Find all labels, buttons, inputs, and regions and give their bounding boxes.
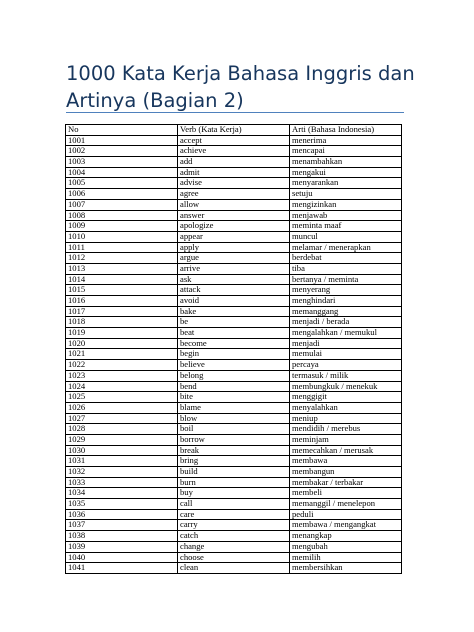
row-number: 1012 xyxy=(66,253,178,264)
row-number: 1022 xyxy=(66,360,178,371)
row-number: 1028 xyxy=(66,424,178,435)
table-row xyxy=(66,231,402,242)
table-row xyxy=(66,520,402,531)
meaning-cell: memanggil / menelepon xyxy=(290,499,402,510)
row-number: 1009 xyxy=(66,221,178,232)
row-number: 1029 xyxy=(66,434,178,445)
verb-cell: build xyxy=(178,467,290,478)
verb-cell: apologize xyxy=(178,221,290,232)
row-number: 1005 xyxy=(66,178,178,189)
meaning-cell: mengakui xyxy=(290,167,402,178)
meaning-cell: membeli xyxy=(290,488,402,499)
table-row xyxy=(66,381,402,392)
row-number: 1006 xyxy=(66,189,178,200)
row-number: 1018 xyxy=(66,317,178,328)
verb-cell: argue xyxy=(178,253,290,264)
verb-cell: believe xyxy=(178,360,290,371)
verb-cell: beat xyxy=(178,328,290,339)
table-row xyxy=(66,199,402,210)
header-no: No xyxy=(66,125,178,136)
verb-cell: belong xyxy=(178,370,290,381)
verb-cell: bend xyxy=(178,381,290,392)
row-number: 1026 xyxy=(66,402,178,413)
meaning-cell: membawa / mengangkat xyxy=(290,520,402,531)
meaning-cell: percaya xyxy=(290,360,402,371)
verb-table-header xyxy=(66,125,402,136)
meaning-cell: memanggang xyxy=(290,306,402,317)
verb-cell: begin xyxy=(178,349,290,360)
meaning-cell: muncul xyxy=(290,231,402,242)
header-verb: Verb (Kata Kerja) xyxy=(178,125,290,136)
meaning-cell: mendidih / merebus xyxy=(290,424,402,435)
table-row xyxy=(66,274,402,285)
title-underline xyxy=(66,112,404,113)
meaning-cell: menerima xyxy=(290,135,402,146)
row-number: 1041 xyxy=(66,563,178,574)
verb-cell: change xyxy=(178,541,290,552)
table-row xyxy=(66,338,402,349)
verb-cell: avoid xyxy=(178,296,290,307)
verb-cell: advise xyxy=(178,178,290,189)
row-number: 1036 xyxy=(66,509,178,520)
table-row xyxy=(66,402,402,413)
meaning-cell: bertanya / meminta xyxy=(290,274,402,285)
verb-cell: buy xyxy=(178,488,290,499)
row-number: 1034 xyxy=(66,488,178,499)
verb-cell: allow xyxy=(178,199,290,210)
row-number: 1037 xyxy=(66,520,178,531)
row-number: 1038 xyxy=(66,531,178,542)
table-row xyxy=(66,445,402,456)
row-number: 1014 xyxy=(66,274,178,285)
row-number: 1019 xyxy=(66,328,178,339)
verb-cell: blame xyxy=(178,402,290,413)
row-number: 1027 xyxy=(66,413,178,424)
verb-cell: bring xyxy=(178,456,290,467)
row-number: 1020 xyxy=(66,338,178,349)
row-number: 1030 xyxy=(66,445,178,456)
table-row xyxy=(66,167,402,178)
meaning-cell: tiba xyxy=(290,263,402,274)
verb-cell: clean xyxy=(178,563,290,574)
table-row xyxy=(66,434,402,445)
table-row xyxy=(66,189,402,200)
row-number: 1013 xyxy=(66,263,178,274)
verb-cell: become xyxy=(178,338,290,349)
meaning-cell: membersihkan xyxy=(290,563,402,574)
row-number: 1016 xyxy=(66,296,178,307)
table-row xyxy=(66,370,402,381)
table-row xyxy=(66,317,402,328)
meaning-cell: berdebat xyxy=(290,253,402,264)
table-row xyxy=(66,488,402,499)
table-row xyxy=(66,413,402,424)
verb-cell: accept xyxy=(178,135,290,146)
row-number: 1023 xyxy=(66,370,178,381)
verb-cell: apply xyxy=(178,242,290,253)
row-number: 1033 xyxy=(66,477,178,488)
verb-cell: call xyxy=(178,499,290,510)
header-row xyxy=(66,125,402,136)
meaning-cell: membakar / terbakar xyxy=(290,477,402,488)
verb-cell: care xyxy=(178,509,290,520)
table-row xyxy=(66,552,402,563)
table-row xyxy=(66,253,402,264)
meaning-cell: mengubah xyxy=(290,541,402,552)
verb-cell: admit xyxy=(178,167,290,178)
verb-cell: burn xyxy=(178,477,290,488)
verb-cell: achieve xyxy=(178,146,290,157)
row-number: 1025 xyxy=(66,392,178,403)
meaning-cell: menyalahkan xyxy=(290,402,402,413)
table-row xyxy=(66,541,402,552)
table-row xyxy=(66,210,402,221)
row-number: 1007 xyxy=(66,199,178,210)
meaning-cell: menyerang xyxy=(290,285,402,296)
meaning-cell: termasuk / milik xyxy=(290,370,402,381)
table-row xyxy=(66,467,402,478)
table-row xyxy=(66,146,402,157)
table-row xyxy=(66,563,402,574)
table-row xyxy=(66,306,402,317)
table-row xyxy=(66,296,402,307)
verb-cell: catch xyxy=(178,531,290,542)
meaning-cell: menyarankan xyxy=(290,178,402,189)
row-number: 1021 xyxy=(66,349,178,360)
table-row xyxy=(66,509,402,520)
table-row xyxy=(66,135,402,146)
verb-cell: ask xyxy=(178,274,290,285)
meaning-cell: menggigit xyxy=(290,392,402,403)
table-row xyxy=(66,178,402,189)
meaning-cell: mengalahkan / memukul xyxy=(290,328,402,339)
verb-cell: borrow xyxy=(178,434,290,445)
meaning-cell: menambahkan xyxy=(290,157,402,168)
verb-cell: answer xyxy=(178,210,290,221)
verb-cell: choose xyxy=(178,552,290,563)
table-row xyxy=(66,531,402,542)
row-number: 1031 xyxy=(66,456,178,467)
verb-cell: blow xyxy=(178,413,290,424)
table-row xyxy=(66,392,402,403)
meaning-cell: meminta maaf xyxy=(290,221,402,232)
row-number: 1001 xyxy=(66,135,178,146)
row-number: 1002 xyxy=(66,146,178,157)
meaning-cell: peduli xyxy=(290,509,402,520)
row-number: 1035 xyxy=(66,499,178,510)
meaning-cell: setuju xyxy=(290,189,402,200)
verb-cell: appear xyxy=(178,231,290,242)
meaning-cell: menjadi / berada xyxy=(290,317,402,328)
meaning-cell: meminjam xyxy=(290,434,402,445)
row-number: 1040 xyxy=(66,552,178,563)
meaning-cell: membungkuk / menekuk xyxy=(290,381,402,392)
table-row xyxy=(66,360,402,371)
meaning-cell: menjawab xyxy=(290,210,402,221)
meaning-cell: meniup xyxy=(290,413,402,424)
row-number: 1004 xyxy=(66,167,178,178)
row-number: 1039 xyxy=(66,541,178,552)
verb-cell: break xyxy=(178,445,290,456)
meaning-cell: membawa xyxy=(290,456,402,467)
verb-cell: carry xyxy=(178,520,290,531)
verb-table-body xyxy=(66,135,402,573)
row-number: 1008 xyxy=(66,210,178,221)
verb-cell: bite xyxy=(178,392,290,403)
meaning-cell: membangun xyxy=(290,467,402,478)
table-row xyxy=(66,456,402,467)
title-line-1: 1000 Kata Kerja Bahasa Inggris dan xyxy=(66,62,415,85)
table-row xyxy=(66,424,402,435)
table-row xyxy=(66,157,402,168)
verb-cell: be xyxy=(178,317,290,328)
row-number: 1010 xyxy=(66,231,178,242)
meaning-cell: menjadi xyxy=(290,338,402,349)
verb-cell: arrive xyxy=(178,263,290,274)
row-number: 1024 xyxy=(66,381,178,392)
row-number: 1015 xyxy=(66,285,178,296)
header-meaning: Arti (Bahasa Indonesia) xyxy=(290,125,402,136)
title-line-2: Artinya (Bagian 2) xyxy=(66,89,244,112)
table-row xyxy=(66,285,402,296)
meaning-cell: menghindari xyxy=(290,296,402,307)
document-title xyxy=(66,60,416,114)
row-number: 1032 xyxy=(66,467,178,478)
verb-cell: add xyxy=(178,157,290,168)
meaning-cell: mengizinkan xyxy=(290,199,402,210)
meaning-cell: memecahkan / merusak xyxy=(290,445,402,456)
table-row xyxy=(66,477,402,488)
table-row xyxy=(66,263,402,274)
verb-table xyxy=(65,124,402,574)
meaning-cell: menangkap xyxy=(290,531,402,542)
verb-cell: boil xyxy=(178,424,290,435)
meaning-cell: memulai xyxy=(290,349,402,360)
verb-cell: agree xyxy=(178,189,290,200)
meaning-cell: melamar / menerapkan xyxy=(290,242,402,253)
row-number: 1003 xyxy=(66,157,178,168)
table-row xyxy=(66,349,402,360)
meaning-cell: memilih xyxy=(290,552,402,563)
meaning-cell: mencapai xyxy=(290,146,402,157)
row-number: 1017 xyxy=(66,306,178,317)
table-row xyxy=(66,328,402,339)
row-number: 1011 xyxy=(66,242,178,253)
verb-cell: bake xyxy=(178,306,290,317)
verb-cell: attack xyxy=(178,285,290,296)
table-row xyxy=(66,221,402,232)
table-row xyxy=(66,242,402,253)
table-row xyxy=(66,499,402,510)
